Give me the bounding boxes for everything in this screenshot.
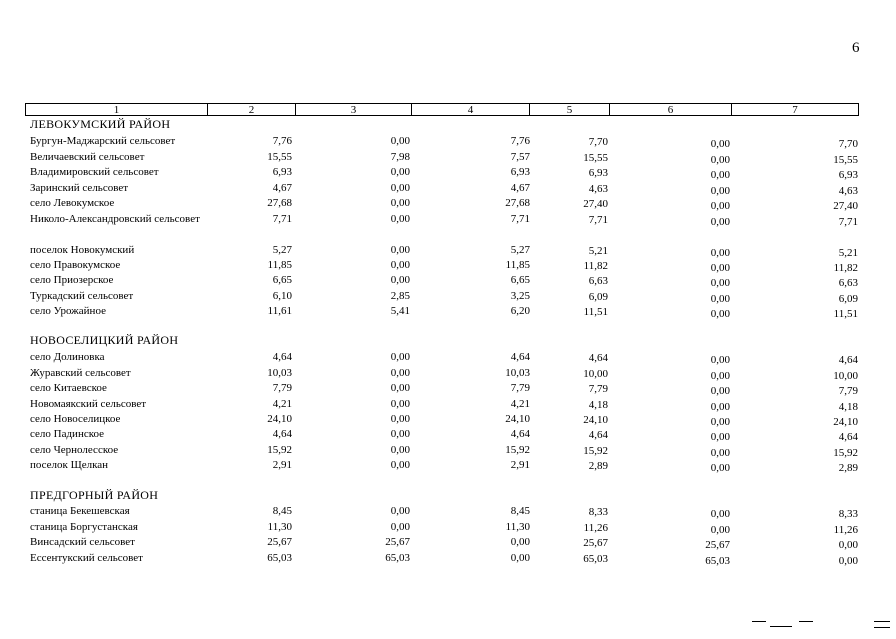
cell-col-5: 8,33 xyxy=(588,506,608,518)
cell-col-2: 11,30 xyxy=(267,521,292,533)
table-row xyxy=(30,535,860,551)
cell-col-4: 4,67 xyxy=(510,182,530,194)
cell-col-6: 0,00 xyxy=(710,524,730,536)
table-row xyxy=(30,381,860,397)
settlement-name: Туркадский сельсовет xyxy=(30,290,134,302)
cell-col-4: 6,65 xyxy=(510,274,530,286)
cell-col-6: 65,03 xyxy=(705,555,730,567)
cell-col-5: 6,63 xyxy=(588,275,608,287)
cell-col-4: 27,68 xyxy=(505,197,530,209)
cell-col-4: 7,57 xyxy=(510,151,530,163)
settlement-name: Владимировский сельсовет xyxy=(30,166,159,178)
settlement-name: село Падинское xyxy=(30,428,105,440)
cell-col-4: 4,64 xyxy=(510,351,530,363)
table-row xyxy=(30,304,860,320)
settlement-name: село Новоселицкое xyxy=(30,413,121,425)
cell-col-5: 7,79 xyxy=(588,383,608,395)
cell-col-6: 0,00 xyxy=(710,354,730,366)
table-row xyxy=(30,412,860,428)
cell-col-7: 10,00 xyxy=(833,370,858,382)
cell-col-2: 15,55 xyxy=(267,151,292,163)
cell-col-6: 0,00 xyxy=(710,293,730,305)
cell-col-5: 6,93 xyxy=(588,167,608,179)
column-header-7: 7 xyxy=(792,104,798,116)
cell-col-3: 0,00 xyxy=(390,505,410,517)
table-row xyxy=(30,551,860,567)
cell-col-2: 4,64 xyxy=(272,428,292,440)
section-title: НОВОСЕЛИЦКИЙ РАЙОН xyxy=(30,333,179,347)
cell-col-4: 24,10 xyxy=(505,413,530,425)
cell-col-3: 0,00 xyxy=(390,182,410,194)
cell-col-7: 6,93 xyxy=(838,169,858,181)
scan-mark xyxy=(799,621,813,622)
cell-col-7: 7,71 xyxy=(838,216,858,228)
cell-col-7: 11,82 xyxy=(833,262,858,274)
table-header xyxy=(25,103,859,116)
cell-col-3: 7,98 xyxy=(390,151,410,163)
cell-col-5: 15,55 xyxy=(583,152,608,164)
table-row xyxy=(30,289,860,305)
cell-col-6: 0,00 xyxy=(710,216,730,228)
table-row xyxy=(30,258,860,274)
cell-col-2: 4,67 xyxy=(272,182,292,194)
table-row xyxy=(30,134,860,150)
cell-col-2: 24,10 xyxy=(267,413,292,425)
table-row xyxy=(30,165,860,181)
cell-col-2: 8,45 xyxy=(272,505,292,517)
table-row xyxy=(30,181,860,197)
table-row xyxy=(30,397,860,413)
cell-col-3: 25,67 xyxy=(385,536,410,548)
settlement-name: Ессентукский сельсовет xyxy=(30,552,143,564)
cell-col-3: 0,00 xyxy=(390,428,410,440)
cell-col-7: 24,10 xyxy=(833,416,858,428)
cell-col-4: 4,64 xyxy=(510,428,530,440)
cell-col-6: 25,67 xyxy=(705,539,730,551)
cell-col-5: 4,63 xyxy=(588,183,608,195)
cell-col-5: 65,03 xyxy=(583,553,608,565)
cell-col-5: 10,00 xyxy=(583,368,608,380)
table-row xyxy=(30,350,860,366)
settlement-name: станица Боргустанская xyxy=(30,521,138,533)
cell-col-3: 0,00 xyxy=(390,166,410,178)
cell-col-2: 4,64 xyxy=(272,351,292,363)
cell-col-2: 11,85 xyxy=(267,259,292,271)
cell-col-2: 7,79 xyxy=(272,382,292,394)
cell-col-3: 0,00 xyxy=(390,244,410,256)
cell-col-2: 5,27 xyxy=(272,244,292,256)
settlement-name: село Приозерское xyxy=(30,274,114,286)
cell-col-7: 7,70 xyxy=(838,138,858,150)
cell-col-2: 11,61 xyxy=(267,305,292,317)
cell-col-2: 25,67 xyxy=(267,536,292,548)
cell-col-4: 3,25 xyxy=(510,290,530,302)
cell-col-5: 24,10 xyxy=(583,414,608,426)
column-header-4: 4 xyxy=(412,104,530,115)
cell-col-7: 2,89 xyxy=(838,462,858,474)
table-row xyxy=(30,520,860,536)
cell-col-6: 0,00 xyxy=(710,169,730,181)
cell-col-6: 0,00 xyxy=(710,138,730,150)
cell-col-3: 0,00 xyxy=(390,135,410,147)
cell-col-6: 0,00 xyxy=(710,308,730,320)
cell-col-6: 0,00 xyxy=(710,447,730,459)
settlement-name: Величаевский сельсовет xyxy=(30,151,145,163)
cell-col-3: 0,00 xyxy=(390,459,410,471)
settlement-name: Новомаякский сельсовет xyxy=(30,398,147,410)
cell-col-6: 0,00 xyxy=(710,401,730,413)
table-row xyxy=(30,196,860,212)
scan-mark xyxy=(770,626,792,627)
cell-col-6: 0,00 xyxy=(710,508,730,520)
cell-col-5: 25,67 xyxy=(583,537,608,549)
cell-col-3: 0,00 xyxy=(390,213,410,225)
section-title: ЛЕВОКУМСКИЙ РАЙОН xyxy=(30,117,171,131)
cell-col-7: 0,00 xyxy=(838,539,858,551)
cell-col-7: 4,63 xyxy=(838,185,858,197)
cell-col-2: 6,10 xyxy=(272,290,292,302)
column-header-3: 3 xyxy=(296,104,412,115)
cell-col-2: 6,93 xyxy=(272,166,292,178)
cell-col-5: 7,71 xyxy=(588,214,608,226)
cell-col-7: 11,26 xyxy=(833,524,858,536)
cell-col-4: 15,92 xyxy=(505,444,530,456)
cell-col-4: 7,71 xyxy=(510,213,530,225)
settlement-name: Журавский сельсовет xyxy=(30,367,131,379)
cell-col-4: 2,91 xyxy=(510,459,530,471)
cell-col-6: 0,00 xyxy=(710,277,730,289)
cell-col-6: 0,00 xyxy=(710,431,730,443)
table-row xyxy=(30,443,860,459)
cell-col-4: 4,21 xyxy=(510,398,530,410)
settlement-name: село Китаевское xyxy=(30,382,107,394)
cell-col-2: 27,68 xyxy=(267,197,292,209)
cell-col-2: 7,76 xyxy=(272,135,292,147)
cell-col-7: 5,21 xyxy=(838,247,858,259)
scan-mark xyxy=(874,621,890,622)
cell-col-3: 0,00 xyxy=(390,259,410,271)
settlement-name: село Правокумское xyxy=(30,259,121,271)
column-header-2: 2 xyxy=(208,104,296,115)
cell-col-5: 4,18 xyxy=(588,399,608,411)
cell-col-7: 15,92 xyxy=(833,447,858,459)
cell-col-7: 0,00 xyxy=(838,555,858,567)
cell-col-5: 4,64 xyxy=(588,429,608,441)
cell-col-6: 0,00 xyxy=(710,462,730,474)
cell-col-6: 0,00 xyxy=(710,185,730,197)
cell-col-3: 0,00 xyxy=(390,382,410,394)
cell-col-3: 0,00 xyxy=(390,521,410,533)
cell-col-5: 11,51 xyxy=(583,306,608,318)
cell-col-2: 15,92 xyxy=(267,444,292,456)
cell-col-2: 2,91 xyxy=(272,459,292,471)
cell-col-4: 6,20 xyxy=(510,305,530,317)
cell-col-4: 11,85 xyxy=(505,259,530,271)
cell-col-4: 8,45 xyxy=(510,505,530,517)
cell-col-6: 0,00 xyxy=(710,262,730,274)
scan-mark xyxy=(874,627,890,628)
table-row xyxy=(30,427,860,443)
cell-col-7: 8,33 xyxy=(838,508,858,520)
cell-col-4: 7,79 xyxy=(510,382,530,394)
cell-col-3: 0,00 xyxy=(390,444,410,456)
cell-col-5: 4,64 xyxy=(588,352,608,364)
cell-col-5: 5,21 xyxy=(588,245,608,257)
cell-col-3: 0,00 xyxy=(390,398,410,410)
cell-col-7: 4,64 xyxy=(838,431,858,443)
cell-col-7: 7,79 xyxy=(838,385,858,397)
cell-col-4: 0,00 xyxy=(510,552,530,564)
cell-col-3: 5,41 xyxy=(390,305,410,317)
settlement-name: село Левокумское xyxy=(30,197,115,209)
cell-col-3: 0,00 xyxy=(390,413,410,425)
cell-col-3: 2,85 xyxy=(390,290,410,302)
settlement-name: Бургун-Маджарский сельсовет xyxy=(30,135,176,147)
section-title: ПРЕДГОРНЫЙ РАЙОН xyxy=(30,488,159,502)
settlement-name: Заринский сельсовет xyxy=(30,182,129,194)
cell-col-6: 0,00 xyxy=(710,200,730,212)
cell-col-3: 0,00 xyxy=(390,351,410,363)
table-row xyxy=(30,458,860,474)
cell-col-2: 7,71 xyxy=(272,213,292,225)
column-header-1: 1 xyxy=(26,104,208,115)
cell-col-7: 11,51 xyxy=(833,308,858,320)
table-row xyxy=(30,212,860,228)
cell-col-5: 7,70 xyxy=(588,136,608,148)
cell-col-7: 27,40 xyxy=(833,200,858,212)
cell-col-6: 0,00 xyxy=(710,370,730,382)
cell-col-6: 0,00 xyxy=(710,416,730,428)
cell-col-4: 0,00 xyxy=(510,536,530,548)
cell-col-2: 4,21 xyxy=(272,398,292,410)
cell-col-5: 15,92 xyxy=(583,445,608,457)
cell-col-5: 11,26 xyxy=(583,522,608,534)
settlement-name: Николо-Александровский сельсовет xyxy=(30,213,200,225)
cell-col-2: 6,65 xyxy=(272,274,292,286)
cell-col-7: 15,55 xyxy=(833,154,858,166)
table-row xyxy=(30,243,860,259)
cell-col-7: 6,09 xyxy=(838,293,858,305)
cell-col-2: 10,03 xyxy=(267,367,292,379)
cell-col-4: 11,30 xyxy=(505,521,530,533)
settlement-name: Винсадский сельсовет xyxy=(30,536,135,548)
settlement-name: село Урожайное xyxy=(30,305,106,317)
cell-col-7: 6,63 xyxy=(838,277,858,289)
cell-col-5: 2,89 xyxy=(588,460,608,472)
cell-col-4: 5,27 xyxy=(510,244,530,256)
cell-col-3: 65,03 xyxy=(385,552,410,564)
settlement-name: село Долиновка xyxy=(30,351,105,363)
settlement-name: станица Бекешевская xyxy=(30,505,130,517)
cell-col-5: 11,82 xyxy=(583,260,608,272)
cell-col-4: 10,03 xyxy=(505,367,530,379)
column-header-5: 5 xyxy=(530,104,610,115)
cell-col-3: 0,00 xyxy=(390,197,410,209)
cell-col-3: 0,00 xyxy=(390,367,410,379)
cell-col-4: 7,76 xyxy=(510,135,530,147)
settlement-name: поселок Щелкан xyxy=(30,459,109,471)
scan-mark xyxy=(752,621,766,622)
cell-col-6: 0,00 xyxy=(710,385,730,397)
settlement-name: поселок Новокумский xyxy=(30,244,135,256)
cell-col-5: 27,40 xyxy=(583,198,608,210)
cell-col-4: 6,93 xyxy=(510,166,530,178)
cell-col-3: 0,00 xyxy=(390,274,410,286)
page-number: 6 xyxy=(852,40,860,56)
cell-col-5: 6,09 xyxy=(588,291,608,303)
table-row xyxy=(30,150,860,166)
table-row xyxy=(30,273,860,289)
settlement-name: село Чернолесское xyxy=(30,444,119,456)
cell-col-6: 0,00 xyxy=(710,247,730,259)
cell-col-7: 4,18 xyxy=(838,401,858,413)
cell-col-6: 0,00 xyxy=(710,154,730,166)
cell-col-7: 4,64 xyxy=(838,354,858,366)
cell-col-2: 65,03 xyxy=(267,552,292,564)
table-row xyxy=(30,366,860,382)
column-header-6: 6 xyxy=(610,104,732,115)
table-row xyxy=(30,504,860,520)
